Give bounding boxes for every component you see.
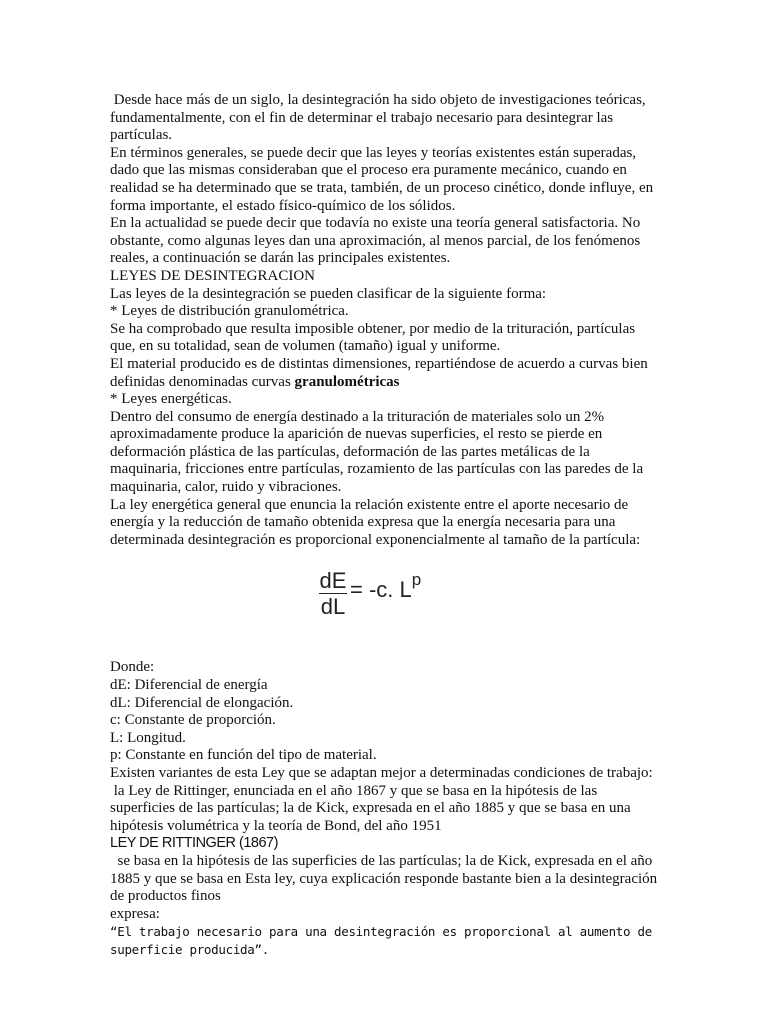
granulometria-paragraph-1: Se ha comprobado que resulta imposible obtener, por medio de la trituración, partículas que, en su totalidad, sean de volumen (tamaño) igual y uniforme. — [110, 320, 639, 355]
bullet-granulometrica: * Leyes de distribución granulométrica. — [110, 303, 349, 320]
formula-denominator: dL — [320, 594, 346, 620]
energeticas-paragraph-2: La ley energética general que enuncia la relación existente entre el aporte necesario de energía y la reducción de tamaño obtenida expresa que la energía necesaria para una determinada desintegración es proporcional exponencialmente al tamaño de la partícula: — [110, 496, 641, 548]
energeticas-paragraph-1: Dentro del consumo de energía destinado a la trituración de materiales solo un 2% aproximadamente produce la aparición de nuevas superficies, el resto se pierde en deformación plástica de las partículas, deformación de las partes metálicas de la maquinaria, fricciones entre partículas, rozamiento de las partículas con las paredes de la maquinaria, calor, ruido y vibraciones. — [110, 408, 647, 496]
granulometria-paragraph-2 — [110, 356, 658, 391]
formula-numerator: dE — [319, 568, 347, 594]
variants-paragraph-1: Existen variantes de esta Ley que se adaptan mejor a determinadas condiciones de trabajo: — [110, 765, 653, 781]
intro-paragraph-2: En términos generales, se puede decir que las leyes y teorías existentes están superadas, dado que las mismas consideraban que el proceso era puramente mecánico, cuando en realidad se ha determinado que se trata, también, de un proceso cinético, donde influye, en forma importante, el estado físico-químico de los sólidos. — [110, 144, 657, 214]
rittinger-paragraph-2: expresa: — [110, 905, 160, 922]
leyes-intro: Las leyes de la desintegración se pueden clasificar de la siguiente forma: — [110, 285, 547, 302]
formula-rhs-text: = -c. L — [350, 577, 412, 603]
definition-item: L: Longitud. — [110, 729, 186, 746]
energy-formula — [110, 549, 658, 659]
intro-paragraph-3: En la actualidad se puede decir que todavía no existe una teoría general satisfactoria. No obstante, como algunas leyes dan una aproximación, al menos parcial, de los fenómenos reales, a continuación se darán las principales existentes. — [110, 215, 645, 267]
rittinger-paragraph-1: se basa en la hipótesis de las superficies de las partículas; la de Kick, expresada en el año 1885 y que se basa en Esta ley, cuya explicación responde bastante bien a la desintegración de productos finos — [110, 852, 661, 905]
intro-paragraph-1: Desde hace más de un siglo, la desintegración ha sido objeto de investigaciones teóricas, fundamentalmente, con el fin de determinar el trabajo necesario para desintegrar las partículas. — [110, 92, 650, 144]
definition-item: c: Constante de proporción. — [110, 712, 276, 729]
document-body — [110, 92, 661, 959]
section-heading-leyes: LEYES DE DESINTEGRACION — [110, 267, 315, 284]
granulometricas-bold: granulométricas — [294, 373, 400, 390]
definitions-label: Donde: — [110, 659, 155, 676]
definition-item: p: Constante en función del tipo de material. — [110, 747, 377, 764]
variants-paragraph-2: la Ley de Rittinger, enunciada en el año 1867 y que se basa en la hipótesis de las superficies de las partículas; la de Kick, expresada en el año 1885 y que se basa en una hipótesis volumétrica y la teoría de Bond, del año 1951 — [110, 782, 635, 834]
formula-exponent: p — [411, 570, 422, 590]
formula-rhs — [350, 570, 422, 603]
granulometria-text: El material producido es de distintas dimensiones, repartiéndose de acuerdo a curvas bien definidas denominadas curvas — [110, 355, 652, 390]
definition-item: dE: Diferencial de energía — [110, 677, 268, 694]
bullet-energeticas: * Leyes energéticas. — [110, 391, 232, 408]
rittinger-quote: “El trabajo necesario para una desintegración es proporcional al aumento de superficie producida”. — [110, 924, 660, 957]
formula-fraction — [318, 569, 348, 618]
definition-item: dL: Diferencial de elongación. — [110, 694, 294, 711]
section-heading-rittinger: LEY DE RITTINGER (1867) — [110, 835, 278, 852]
